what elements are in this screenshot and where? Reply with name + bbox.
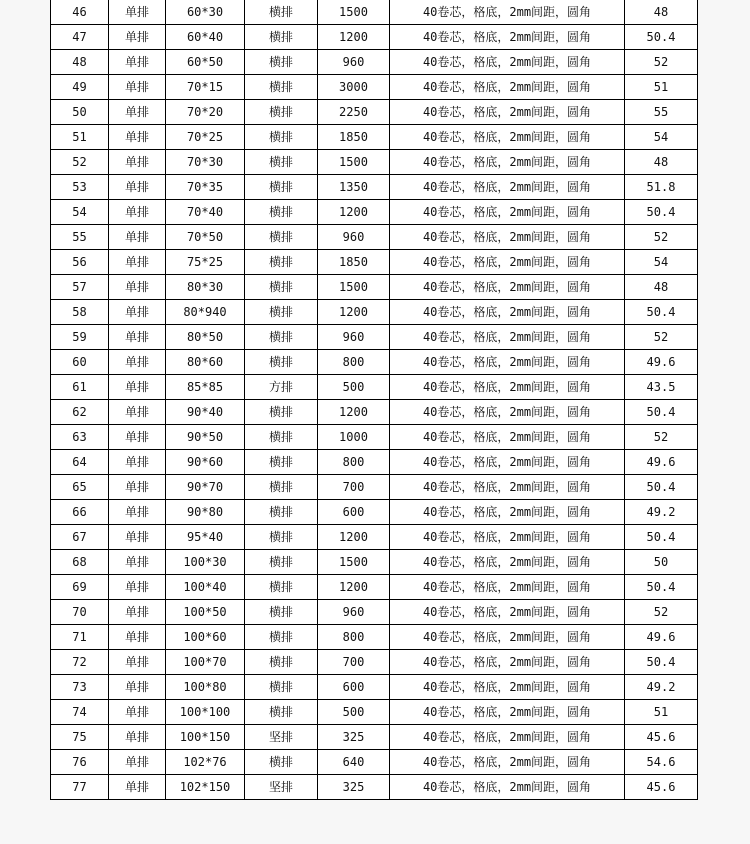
row-number-cell: 74 bbox=[51, 700, 109, 725]
size-cell: 75*25 bbox=[166, 250, 245, 275]
size-cell: 90*40 bbox=[166, 400, 245, 425]
arrangement-cell: 单排 bbox=[109, 300, 166, 325]
row-number-cell: 63 bbox=[51, 425, 109, 450]
layout-cell: 横排 bbox=[245, 700, 318, 725]
quantity-cell: 960 bbox=[318, 50, 390, 75]
arrangement-cell: 单排 bbox=[109, 775, 166, 800]
arrangement-cell: 单排 bbox=[109, 250, 166, 275]
description-cell: 40卷芯，格底，2mm间距，圆角 bbox=[390, 550, 625, 575]
quantity-cell: 800 bbox=[318, 450, 390, 475]
size-cell: 70*25 bbox=[166, 125, 245, 150]
table-row bbox=[51, 650, 698, 675]
layout-cell: 横排 bbox=[245, 450, 318, 475]
row-number-cell: 67 bbox=[51, 525, 109, 550]
description-cell: 40卷芯，格底，2mm间距，圆角 bbox=[390, 250, 625, 275]
arrangement-cell: 单排 bbox=[109, 375, 166, 400]
table-row bbox=[51, 450, 698, 475]
row-number-cell: 68 bbox=[51, 550, 109, 575]
row-number-cell: 73 bbox=[51, 675, 109, 700]
table-row bbox=[51, 275, 698, 300]
size-cell: 80*940 bbox=[166, 300, 245, 325]
price-cell: 52 bbox=[625, 225, 698, 250]
row-number-cell: 58 bbox=[51, 300, 109, 325]
quantity-cell: 700 bbox=[318, 650, 390, 675]
description-cell: 40卷芯，格底，2mm间距，圆角 bbox=[390, 350, 625, 375]
arrangement-cell: 单排 bbox=[109, 650, 166, 675]
quantity-cell: 1500 bbox=[318, 275, 390, 300]
description-cell: 40卷芯，格底，2mm间距，圆角 bbox=[390, 425, 625, 450]
price-cell: 54.6 bbox=[625, 750, 698, 775]
price-cell: 51 bbox=[625, 75, 698, 100]
quantity-cell: 1200 bbox=[318, 525, 390, 550]
spec-table-body bbox=[51, 0, 698, 800]
table-row bbox=[51, 400, 698, 425]
size-cell: 102*76 bbox=[166, 750, 245, 775]
size-cell: 85*85 bbox=[166, 375, 245, 400]
arrangement-cell: 单排 bbox=[109, 50, 166, 75]
price-cell: 50.4 bbox=[625, 300, 698, 325]
description-cell: 40卷芯，格底，2mm间距，圆角 bbox=[390, 650, 625, 675]
table-row bbox=[51, 200, 698, 225]
arrangement-cell: 单排 bbox=[109, 225, 166, 250]
arrangement-cell: 单排 bbox=[109, 200, 166, 225]
arrangement-cell: 单排 bbox=[109, 525, 166, 550]
size-cell: 100*80 bbox=[166, 675, 245, 700]
layout-cell: 横排 bbox=[245, 650, 318, 675]
arrangement-cell: 单排 bbox=[109, 25, 166, 50]
quantity-cell: 1850 bbox=[318, 250, 390, 275]
layout-cell: 横排 bbox=[245, 125, 318, 150]
layout-cell: 横排 bbox=[245, 175, 318, 200]
description-cell: 40卷芯，格底，2mm间距，圆角 bbox=[390, 525, 625, 550]
row-number-cell: 70 bbox=[51, 600, 109, 625]
layout-cell: 横排 bbox=[245, 550, 318, 575]
price-cell: 50.4 bbox=[625, 400, 698, 425]
price-cell: 51 bbox=[625, 700, 698, 725]
price-cell: 45.6 bbox=[625, 725, 698, 750]
row-number-cell: 76 bbox=[51, 750, 109, 775]
quantity-cell: 1000 bbox=[318, 425, 390, 450]
layout-cell: 坚排 bbox=[245, 725, 318, 750]
description-cell: 40卷芯，格底，2mm间距，圆角 bbox=[390, 0, 625, 25]
price-cell: 49.2 bbox=[625, 500, 698, 525]
price-cell: 48 bbox=[625, 150, 698, 175]
table-row bbox=[51, 750, 698, 775]
arrangement-cell: 单排 bbox=[109, 575, 166, 600]
table-row bbox=[51, 175, 698, 200]
price-cell: 49.6 bbox=[625, 625, 698, 650]
price-cell: 52 bbox=[625, 325, 698, 350]
table-row bbox=[51, 600, 698, 625]
size-cell: 100*50 bbox=[166, 600, 245, 625]
arrangement-cell: 单排 bbox=[109, 550, 166, 575]
description-cell: 40卷芯，格底，2mm间距，圆角 bbox=[390, 775, 625, 800]
quantity-cell: 1850 bbox=[318, 125, 390, 150]
row-number-cell: 54 bbox=[51, 200, 109, 225]
arrangement-cell: 单排 bbox=[109, 175, 166, 200]
layout-cell: 横排 bbox=[245, 750, 318, 775]
size-cell: 90*80 bbox=[166, 500, 245, 525]
layout-cell: 横排 bbox=[245, 400, 318, 425]
layout-cell: 横排 bbox=[245, 25, 318, 50]
price-cell: 50.4 bbox=[625, 650, 698, 675]
description-cell: 40卷芯，格底，2mm间距，圆角 bbox=[390, 300, 625, 325]
size-cell: 100*100 bbox=[166, 700, 245, 725]
table-row bbox=[51, 100, 698, 125]
row-number-cell: 72 bbox=[51, 650, 109, 675]
table-row bbox=[51, 250, 698, 275]
row-number-cell: 56 bbox=[51, 250, 109, 275]
price-cell: 50.4 bbox=[625, 525, 698, 550]
size-cell: 70*15 bbox=[166, 75, 245, 100]
layout-cell: 横排 bbox=[245, 525, 318, 550]
price-cell: 50 bbox=[625, 550, 698, 575]
layout-cell: 横排 bbox=[245, 600, 318, 625]
quantity-cell: 1500 bbox=[318, 150, 390, 175]
price-cell: 49.6 bbox=[625, 350, 698, 375]
arrangement-cell: 单排 bbox=[109, 100, 166, 125]
layout-cell: 坚排 bbox=[245, 775, 318, 800]
price-cell: 49.6 bbox=[625, 450, 698, 475]
row-number-cell: 55 bbox=[51, 225, 109, 250]
price-cell: 50.4 bbox=[625, 575, 698, 600]
row-number-cell: 65 bbox=[51, 475, 109, 500]
row-number-cell: 62 bbox=[51, 400, 109, 425]
description-cell: 40卷芯，格底，2mm间距，圆角 bbox=[390, 100, 625, 125]
size-cell: 90*50 bbox=[166, 425, 245, 450]
table-row bbox=[51, 550, 698, 575]
layout-cell: 横排 bbox=[245, 350, 318, 375]
description-cell: 40卷芯，格底，2mm间距，圆角 bbox=[390, 200, 625, 225]
size-cell: 102*150 bbox=[166, 775, 245, 800]
table-row bbox=[51, 325, 698, 350]
quantity-cell: 640 bbox=[318, 750, 390, 775]
arrangement-cell: 单排 bbox=[109, 725, 166, 750]
size-cell: 100*150 bbox=[166, 725, 245, 750]
price-cell: 54 bbox=[625, 125, 698, 150]
arrangement-cell: 单排 bbox=[109, 425, 166, 450]
layout-cell: 方排 bbox=[245, 375, 318, 400]
price-cell: 48 bbox=[625, 275, 698, 300]
size-cell: 60*40 bbox=[166, 25, 245, 50]
size-cell: 100*70 bbox=[166, 650, 245, 675]
price-cell: 45.6 bbox=[625, 775, 698, 800]
arrangement-cell: 单排 bbox=[109, 750, 166, 775]
price-cell: 50.4 bbox=[625, 200, 698, 225]
row-number-cell: 71 bbox=[51, 625, 109, 650]
description-cell: 40卷芯，格底，2mm间距，圆角 bbox=[390, 175, 625, 200]
quantity-cell: 3000 bbox=[318, 75, 390, 100]
table-row bbox=[51, 500, 698, 525]
table-row bbox=[51, 525, 698, 550]
description-cell: 40卷芯，格底，2mm间距，圆角 bbox=[390, 450, 625, 475]
layout-cell: 横排 bbox=[245, 250, 318, 275]
size-cell: 70*20 bbox=[166, 100, 245, 125]
quantity-cell: 1200 bbox=[318, 200, 390, 225]
layout-cell: 横排 bbox=[245, 300, 318, 325]
layout-cell: 横排 bbox=[245, 625, 318, 650]
size-cell: 100*40 bbox=[166, 575, 245, 600]
table-row bbox=[51, 625, 698, 650]
row-number-cell: 53 bbox=[51, 175, 109, 200]
row-number-cell: 49 bbox=[51, 75, 109, 100]
quantity-cell: 1350 bbox=[318, 175, 390, 200]
row-number-cell: 51 bbox=[51, 125, 109, 150]
description-cell: 40卷芯，格底，2mm间距，圆角 bbox=[390, 600, 625, 625]
row-number-cell: 75 bbox=[51, 725, 109, 750]
table-row bbox=[51, 25, 698, 50]
layout-cell: 横排 bbox=[245, 325, 318, 350]
table-row bbox=[51, 425, 698, 450]
description-cell: 40卷芯，格底，2mm间距，圆角 bbox=[390, 375, 625, 400]
arrangement-cell: 单排 bbox=[109, 125, 166, 150]
description-cell: 40卷芯，格底，2mm间距，圆角 bbox=[390, 700, 625, 725]
table-row bbox=[51, 475, 698, 500]
description-cell: 40卷芯，格底，2mm间距，圆角 bbox=[390, 675, 625, 700]
description-cell: 40卷芯，格底，2mm间距，圆角 bbox=[390, 75, 625, 100]
table-row bbox=[51, 0, 698, 25]
quantity-cell: 960 bbox=[318, 600, 390, 625]
arrangement-cell: 单排 bbox=[109, 275, 166, 300]
size-cell: 95*40 bbox=[166, 525, 245, 550]
table-row bbox=[51, 725, 698, 750]
size-cell: 60*50 bbox=[166, 50, 245, 75]
price-cell: 55 bbox=[625, 100, 698, 125]
price-cell: 43.5 bbox=[625, 375, 698, 400]
table-row bbox=[51, 375, 698, 400]
layout-cell: 横排 bbox=[245, 0, 318, 25]
description-cell: 40卷芯，格底，2mm间距，圆角 bbox=[390, 325, 625, 350]
quantity-cell: 1500 bbox=[318, 0, 390, 25]
row-number-cell: 64 bbox=[51, 450, 109, 475]
quantity-cell: 600 bbox=[318, 500, 390, 525]
size-cell: 100*60 bbox=[166, 625, 245, 650]
row-number-cell: 61 bbox=[51, 375, 109, 400]
table-row bbox=[51, 300, 698, 325]
quantity-cell: 1200 bbox=[318, 400, 390, 425]
arrangement-cell: 单排 bbox=[109, 75, 166, 100]
description-cell: 40卷芯，格底，2mm间距，圆角 bbox=[390, 225, 625, 250]
row-number-cell: 52 bbox=[51, 150, 109, 175]
arrangement-cell: 单排 bbox=[109, 325, 166, 350]
arrangement-cell: 单排 bbox=[109, 450, 166, 475]
row-number-cell: 48 bbox=[51, 50, 109, 75]
arrangement-cell: 单排 bbox=[109, 350, 166, 375]
table-row bbox=[51, 675, 698, 700]
price-cell: 50.4 bbox=[625, 25, 698, 50]
arrangement-cell: 单排 bbox=[109, 700, 166, 725]
row-number-cell: 77 bbox=[51, 775, 109, 800]
description-cell: 40卷芯，格底，2mm间距，圆角 bbox=[390, 500, 625, 525]
table-row bbox=[51, 75, 698, 100]
layout-cell: 横排 bbox=[245, 500, 318, 525]
description-cell: 40卷芯，格底，2mm间距，圆角 bbox=[390, 150, 625, 175]
layout-cell: 横排 bbox=[245, 200, 318, 225]
description-cell: 40卷芯，格底，2mm间距，圆角 bbox=[390, 625, 625, 650]
table-row bbox=[51, 50, 698, 75]
description-cell: 40卷芯，格底，2mm间距，圆角 bbox=[390, 725, 625, 750]
size-cell: 70*40 bbox=[166, 200, 245, 225]
row-number-cell: 66 bbox=[51, 500, 109, 525]
price-cell: 52 bbox=[625, 50, 698, 75]
quantity-cell: 600 bbox=[318, 675, 390, 700]
size-cell: 70*50 bbox=[166, 225, 245, 250]
arrangement-cell: 单排 bbox=[109, 500, 166, 525]
arrangement-cell: 单排 bbox=[109, 675, 166, 700]
arrangement-cell: 单排 bbox=[109, 400, 166, 425]
layout-cell: 横排 bbox=[245, 475, 318, 500]
quantity-cell: 325 bbox=[318, 725, 390, 750]
quantity-cell: 800 bbox=[318, 350, 390, 375]
price-cell: 50.4 bbox=[625, 475, 698, 500]
quantity-cell: 500 bbox=[318, 700, 390, 725]
quantity-cell: 800 bbox=[318, 625, 390, 650]
size-cell: 80*60 bbox=[166, 350, 245, 375]
description-cell: 40卷芯，格底，2mm间距，圆角 bbox=[390, 25, 625, 50]
layout-cell: 横排 bbox=[245, 75, 318, 100]
table-row bbox=[51, 225, 698, 250]
arrangement-cell: 单排 bbox=[109, 150, 166, 175]
row-number-cell: 47 bbox=[51, 25, 109, 50]
row-number-cell: 46 bbox=[51, 0, 109, 25]
quantity-cell: 1200 bbox=[318, 575, 390, 600]
size-cell: 70*35 bbox=[166, 175, 245, 200]
price-cell: 49.2 bbox=[625, 675, 698, 700]
arrangement-cell: 单排 bbox=[109, 625, 166, 650]
row-number-cell: 57 bbox=[51, 275, 109, 300]
layout-cell: 横排 bbox=[245, 225, 318, 250]
quantity-cell: 700 bbox=[318, 475, 390, 500]
size-cell: 90*60 bbox=[166, 450, 245, 475]
quantity-cell: 500 bbox=[318, 375, 390, 400]
price-cell: 52 bbox=[625, 425, 698, 450]
price-cell: 51.8 bbox=[625, 175, 698, 200]
row-number-cell: 59 bbox=[51, 325, 109, 350]
layout-cell: 横排 bbox=[245, 675, 318, 700]
layout-cell: 横排 bbox=[245, 575, 318, 600]
layout-cell: 横排 bbox=[245, 50, 318, 75]
quantity-cell: 325 bbox=[318, 775, 390, 800]
table-row bbox=[51, 125, 698, 150]
row-number-cell: 60 bbox=[51, 350, 109, 375]
description-cell: 40卷芯，格底，2mm间距，圆角 bbox=[390, 575, 625, 600]
price-cell: 52 bbox=[625, 600, 698, 625]
description-cell: 40卷芯，格底，2mm间距，圆角 bbox=[390, 125, 625, 150]
size-cell: 60*30 bbox=[166, 0, 245, 25]
table-row bbox=[51, 700, 698, 725]
description-cell: 40卷芯，格底，2mm间距，圆角 bbox=[390, 475, 625, 500]
layout-cell: 横排 bbox=[245, 275, 318, 300]
quantity-cell: 960 bbox=[318, 225, 390, 250]
arrangement-cell: 单排 bbox=[109, 600, 166, 625]
description-cell: 40卷芯，格底，2mm间距，圆角 bbox=[390, 275, 625, 300]
table-row bbox=[51, 775, 698, 800]
quantity-cell: 2250 bbox=[318, 100, 390, 125]
arrangement-cell: 单排 bbox=[109, 475, 166, 500]
layout-cell: 横排 bbox=[245, 100, 318, 125]
row-number-cell: 69 bbox=[51, 575, 109, 600]
price-cell: 48 bbox=[625, 0, 698, 25]
price-cell: 54 bbox=[625, 250, 698, 275]
size-cell: 80*50 bbox=[166, 325, 245, 350]
arrangement-cell: 单排 bbox=[109, 0, 166, 25]
size-cell: 90*70 bbox=[166, 475, 245, 500]
spec-table bbox=[50, 0, 698, 800]
size-cell: 80*30 bbox=[166, 275, 245, 300]
description-cell: 40卷芯，格底，2mm间距，圆角 bbox=[390, 750, 625, 775]
layout-cell: 横排 bbox=[245, 425, 318, 450]
description-cell: 40卷芯，格底，2mm间距，圆角 bbox=[390, 50, 625, 75]
quantity-cell: 1200 bbox=[318, 25, 390, 50]
table-row bbox=[51, 150, 698, 175]
description-cell: 40卷芯，格底，2mm间距，圆角 bbox=[390, 400, 625, 425]
table-row bbox=[51, 350, 698, 375]
quantity-cell: 1200 bbox=[318, 300, 390, 325]
row-number-cell: 50 bbox=[51, 100, 109, 125]
size-cell: 70*30 bbox=[166, 150, 245, 175]
table-row bbox=[51, 575, 698, 600]
quantity-cell: 1500 bbox=[318, 550, 390, 575]
size-cell: 100*30 bbox=[166, 550, 245, 575]
layout-cell: 横排 bbox=[245, 150, 318, 175]
quantity-cell: 960 bbox=[318, 325, 390, 350]
